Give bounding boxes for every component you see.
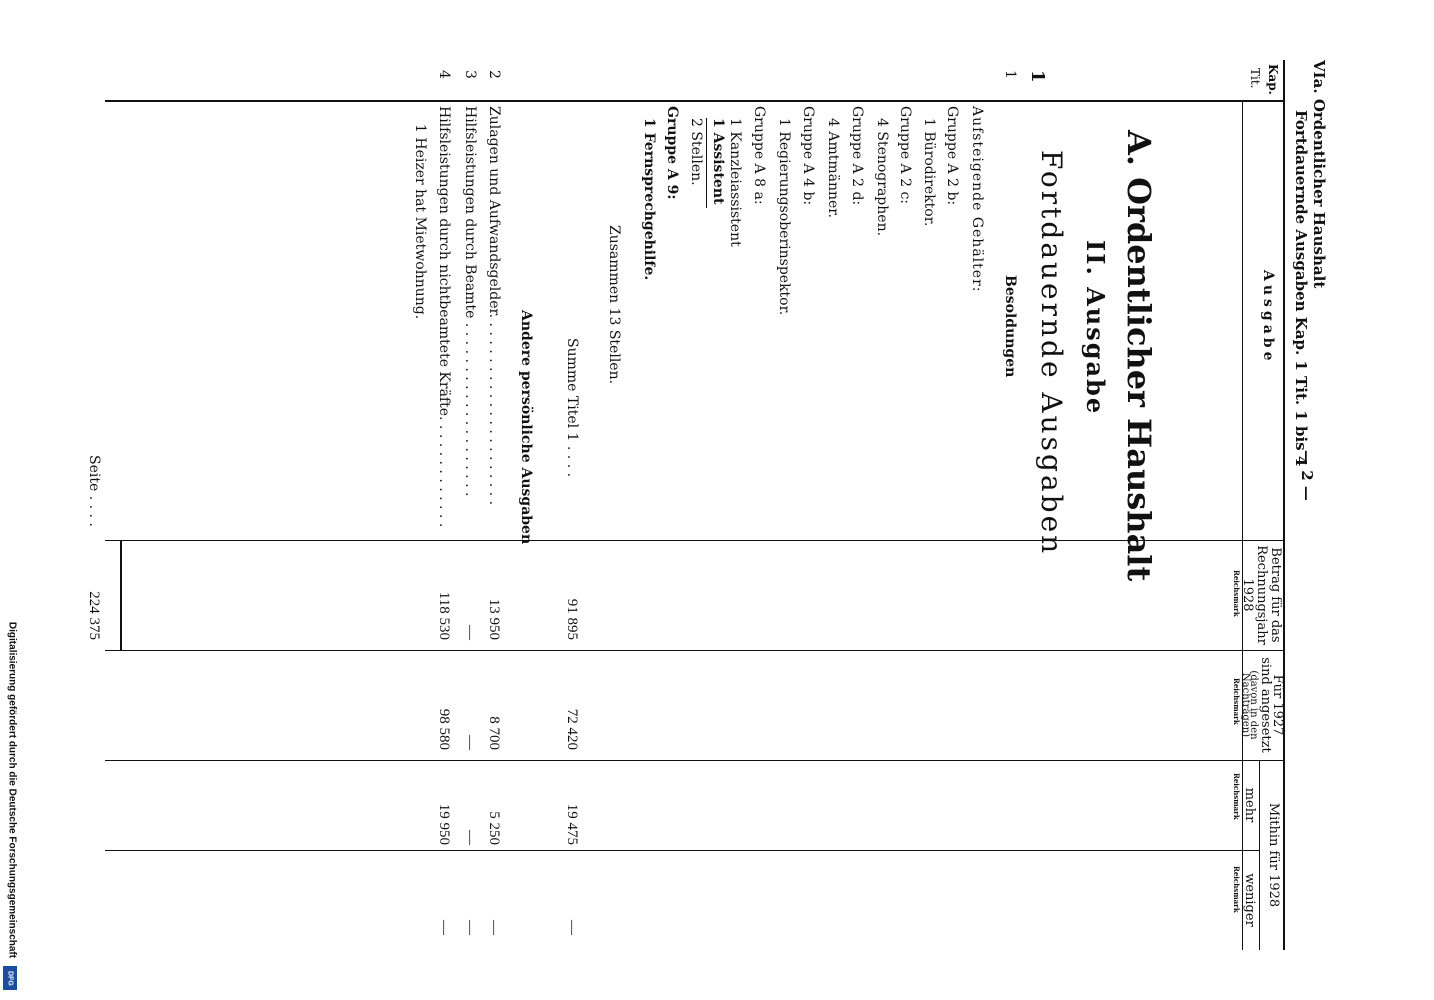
fernsprechgehilfe: 1 Fernsprechgehilfe. (641, 118, 657, 281)
tit3-angesetzt: — (462, 735, 478, 750)
gruppe-a4b: Gruppe A 4 b: (800, 106, 816, 206)
angesetzt-header-4: Nachträgen) (1240, 672, 1251, 738)
tit4-weniger: — (436, 920, 452, 935)
gruppe-a2b: Gruppe A 2 b: (944, 106, 960, 206)
summe-betrag: 91 895 (564, 598, 580, 640)
gruppe-a2c: Gruppe A 2 c: (897, 106, 913, 205)
document-page (30, 0, 1340, 1000)
title-ordentlicher-haushalt: A. Ordentlicher Haushalt (1120, 130, 1158, 582)
title-ausgabe: II. Ausgabe (1081, 240, 1110, 416)
subsection-title: Fortdauernde Ausgaben Kap. 1 Tit. 1 bis 4 (1292, 110, 1310, 467)
digitization-credit: Digitalisierung gefördert durch die Deutsche Forschungsgemeinschaft (6, 621, 18, 959)
tit2-angesetzt: 8 700 (486, 716, 502, 750)
tit3-text: Hilfsleistungen durch Beamte . . . . . . . . . . . . . . . . . . . . (462, 106, 478, 497)
sidebar-strip (0, 0, 24, 1000)
page-number: — 2 — (1298, 450, 1316, 501)
aufsteigende-gehaelter: Aufsteigende Gehälter: (969, 106, 985, 293)
currency-label-3: Reichsmark (1232, 773, 1241, 820)
tit4-mehr: 19 950 (436, 803, 452, 845)
tit2-number: 2 (486, 70, 502, 79)
tit1-number: 1 (1002, 70, 1018, 79)
ausgabe-header: Ausgabe (1260, 270, 1276, 365)
seite-value: 224 375 (86, 591, 102, 640)
kanzleiassistent: 1 Kanzleiassistent (727, 118, 743, 247)
summe-angesetzt: 72 420 (564, 708, 580, 750)
mithin-rule (1259, 760, 1260, 950)
regierungsoberinspektor: 1 Regierungsoberinspektor. (776, 118, 792, 316)
col-rule-4 (105, 850, 1260, 851)
tit3-weniger: — (462, 920, 478, 935)
tit2-mehr: 5 250 (486, 811, 502, 845)
col-rule-2 (105, 650, 1285, 651)
amtmaenner: 4 Amtmänner. (825, 118, 841, 218)
betrag-header-2: Rechnungsjahr (1254, 545, 1269, 645)
currency-label-4: Reichsmark (1232, 866, 1241, 913)
angesetzt-header-1: Für 1927 (1270, 674, 1285, 736)
andere-persoenliche-heading: Andere persönliche Ausgaben (518, 310, 534, 545)
tit4-betrag: 118 530 (436, 591, 452, 640)
gruppe-a2d: Gruppe A 2 d: (849, 106, 865, 206)
tit2-betrag: 13 950 (486, 598, 502, 640)
betrag-header-3: 1928 (1240, 578, 1255, 612)
tit-header: Tit. (1248, 68, 1262, 89)
stellen-total: 2 Stellen. (688, 118, 704, 186)
gruppe-a8a: Gruppe A 8 a: (751, 106, 767, 205)
tit3-betrag: — (462, 625, 478, 640)
col-rule-3 (105, 760, 1285, 761)
assistent: 1 Assistent (710, 118, 726, 205)
summe-weniger: — (564, 920, 580, 935)
seite-rule (120, 540, 122, 650)
section-title: VIa. Ordentlicher Haushalt (1310, 60, 1328, 289)
summe-mehr: 19 475 (564, 803, 580, 845)
tit4-number: 4 (436, 70, 452, 79)
kap-column-rule (105, 100, 1285, 102)
angesetzt-header-2: sind angesetzt (1258, 657, 1273, 753)
gruppe-a9: Gruppe A 9: (664, 106, 680, 200)
tit4-angesetzt: 98 580 (436, 708, 452, 750)
currency-label-1: Reichsmark (1232, 570, 1241, 617)
mithin-header: Mithin für 1928 (1266, 802, 1281, 908)
dfg-logo: DFG (3, 966, 17, 990)
kap-header: Kap. (1266, 64, 1280, 95)
betrag-header-1: Betrag für das (1268, 547, 1283, 643)
kap-number: 1 (1027, 70, 1048, 83)
table-top-rule (1283, 60, 1285, 950)
summe-titel-label: Summe Titel 1 . . . . (564, 338, 580, 478)
mehr-header: mehr (1242, 787, 1257, 823)
currency-label-2: Reichsmark (1232, 678, 1241, 725)
tit3-number: 3 (462, 70, 478, 79)
col-rule-1 (105, 540, 1285, 541)
buerodirektor: 1 Bürodirektor. (921, 118, 937, 227)
stellen-rule (706, 118, 707, 208)
tit3-mehr: — (462, 830, 478, 845)
angesetzt-header-3: (davon in den (1248, 670, 1259, 740)
zusammen-stellen: Zusammen 13 Stellen. (606, 225, 622, 385)
besoldungen-heading: Besoldungen (1002, 275, 1018, 378)
tit2-weniger: — (486, 920, 502, 935)
seite-label: Seite . . . . (86, 455, 102, 527)
weniger-header: weniger (1242, 873, 1257, 927)
tit4-note: 1 Heizer hat Mietwohnung. (412, 124, 428, 320)
title-fortdauernde: Fortdauernde Ausgaben (1035, 150, 1068, 557)
tit4-text: Hilfsleistungen durch nichtbeamtete Kräfte. . . . . . . . . . . . . (436, 106, 452, 528)
tit2-text: Zulagen und Aufwandsgelder. . . . . . . . . . . . . . . . . . . . . . (486, 106, 502, 506)
stenographen: 4 Stenographen. (874, 118, 890, 237)
